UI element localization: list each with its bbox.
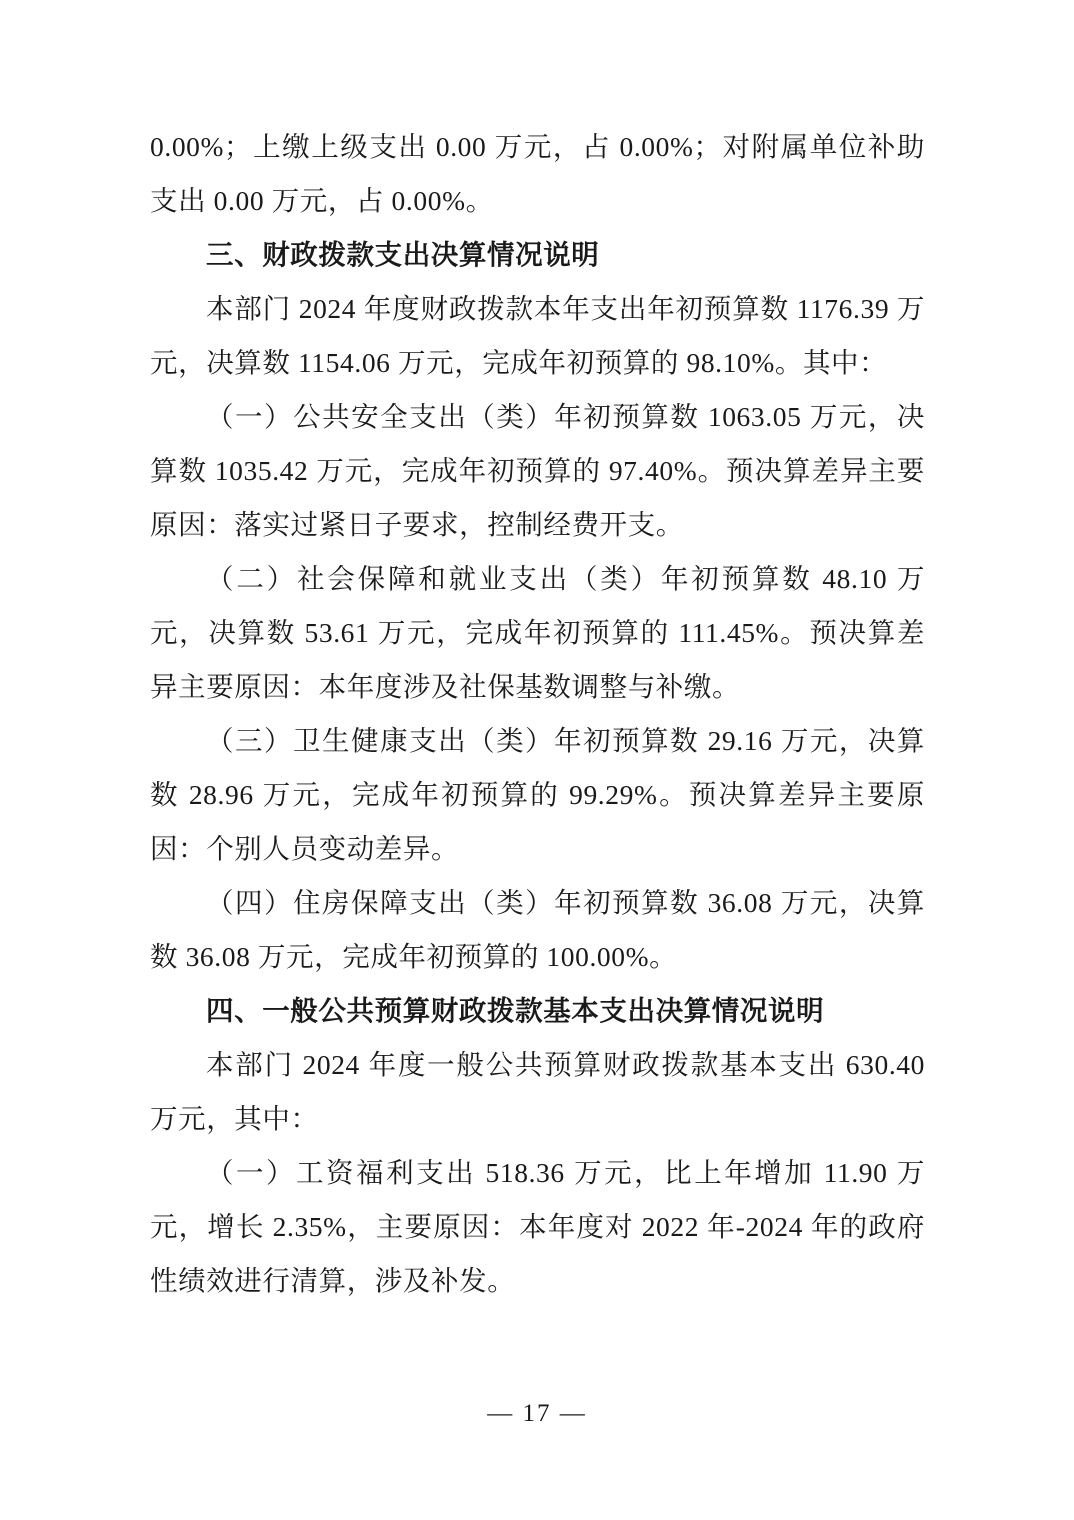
paragraph-total-appropriation: 本部门 2024 年度财政拨款本年支出年初预算数 1176.39 万元，决算数 1154.06 万元，完成年初预算的 98.10%。其中： xyxy=(150,293,925,378)
section-heading-four: 四、一般公共预算财政拨款基本支出决算情况说明 xyxy=(206,995,825,1026)
paragraph-social-security: （二）社会保障和就业支出（类）年初预算数 48.10 万元，决算数 53.61 万元，完成年初预算的 111.45%。预决算差异主要原因：本年度涉及社保基数调整与补缴。 xyxy=(150,563,925,702)
paragraph-basic-expenditure: 本部门 2024 年度一般公共预算财政拨款基本支出 630.40 万元，其中： xyxy=(150,1049,925,1134)
document-body xyxy=(150,120,925,1308)
paragraph-housing: （四）住房保障支出（类）年初预算数 36.08 万元，决算数 36.08 万元，完成年初预算的 100.00%。 xyxy=(150,887,925,972)
paragraph-carryover: 0.00%；上缴上级支出 0.00 万元，占 0.00%；对附属单位补助支出 0.00 万元，占 0.00%。 xyxy=(150,131,925,216)
page-number: — 17 — xyxy=(487,1400,587,1427)
paragraph-health: （三）卫生健康支出（类）年初预算数 29.16 万元，决算数 28.96 万元，完成年初预算的 99.29%。预决算差异主要原因：个别人员变动差异。 xyxy=(150,725,925,864)
paragraph-salary-benefits: （一）工资福利支出 518.36 万元，比上年增加 11.90 万元，增长 2.35%，主要原因：本年度对 2022 年-2024 年的政府性绩效进行清算，涉及补发。 xyxy=(150,1157,925,1296)
section-heading-three: 三、财政拨款支出决算情况说明 xyxy=(206,239,600,270)
paragraph-public-security: （一）公共安全支出（类）年初预算数 1063.05 万元，决算数 1035.42 万元，完成年初预算的 97.40%。预决算差异主要原因：落实过紧日子要求，控制经费开支。 xyxy=(150,401,925,540)
